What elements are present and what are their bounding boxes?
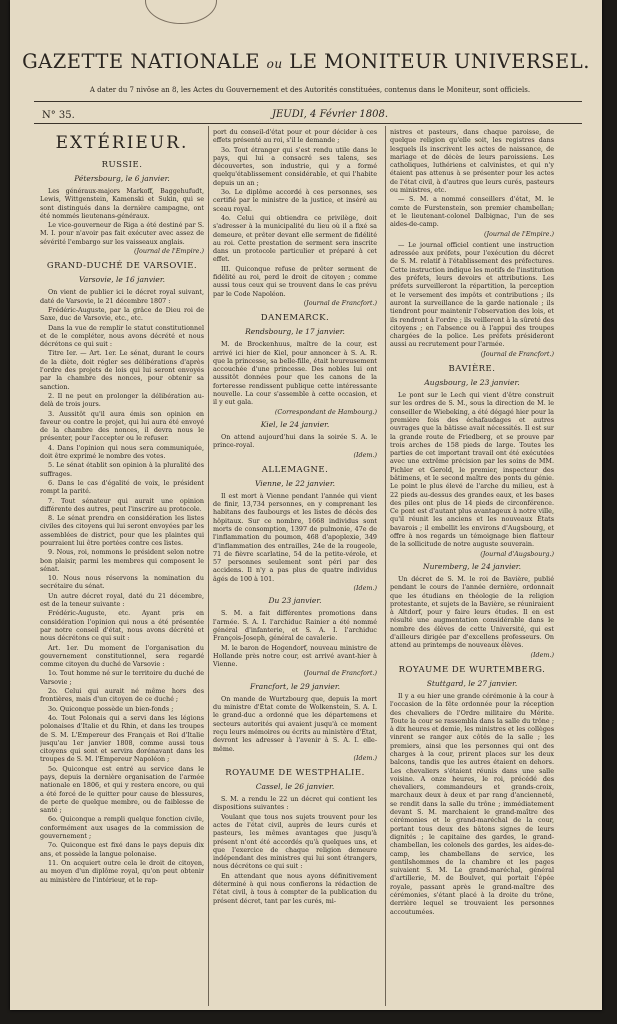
article-paragraph: Les généraux-majors Markoff, Baggehufudt, Lewis, Wittgenstein, Kamenski et Sukin, qui se sont distingués dans la dernière campagne, ont été nommés lieutenans-généraux. — [40, 187, 204, 220]
issue-number: N° 35. — [42, 110, 75, 121]
article-paragraph: 9. Nous, roi, nommons le président selon notre bon plaisir, parmi les membres qui composent le sénat. — [40, 548, 204, 573]
masthead — [10, 50, 602, 73]
article-paragraph: Le pont sur le Lech qui vient d'être construit sur les ordres de S. M., sous la direction de M. le conseiller de Wiebeking, a été dégagé hier pour la première fois des échafaudages et autres ouvrages que la bâtisse avait nécessités. Il est sur la grande route de Friedberg, et se prouve par trois arches de 158 pieds de large. Toutes les parties de cet important travail ont été exécutées avec une extrême précision par les soins de MM. Pichler et Gerold, le premier, inspecteur des bâtimens, et le second maître des ponts du génie. Le point le plus élevé de l'arche du milieu, est à 22 pieds au-dessus des grandes eaux, et les bases des piles ont plus de 14 pieds de circonférence. Ce pont est d'autant plus avantageux à notre ville, qu'il réunit les anciens et les nouveaux États bavarois ; il embellit les environs d'Augsbourg, et offre à nos regards un témoignage bien flatteur de la sollicitude de notre auguste souverain. — [390, 391, 554, 549]
column-divider-2 — [385, 126, 386, 1006]
article-paragraph: 3o. Tout étranger qui s'est rendu utile dans le pays, qui lui a consacré ses talens, ses découvertes, son industrie, qui y a formé quelqu'établissement considérable, et qui l'habite depuis un an ; — [213, 145, 377, 187]
column-divider-1 — [208, 126, 209, 1006]
article-paragraph: 2o. Celui qui aurait né même hors des frontières, mais d'un citoyen de ce duché ; — [40, 687, 204, 704]
article-paragraph: 4. Dans l'opinion qui nous sera communiquée, doit être exprimé le nombre des votes. — [40, 443, 204, 461]
source-credit: (Journal de Francfort.) — [480, 349, 554, 358]
column-3 — [390, 128, 554, 1008]
source-credit: (Idem.) — [353, 450, 377, 459]
article-paragraph: 7o. Quiconque est fixé dans le pays depuis dix ans, et possède la langue polonaise. — [40, 841, 204, 858]
source-credit: (Idem.) — [353, 584, 377, 593]
dateline: Varsovie, le 16 janvier. — [79, 275, 165, 285]
article-paragraph: Frédéric-Auguste, par la grâce de Dieu roi de Saxe, duc de Varsovie, etc., etc. — [40, 305, 204, 323]
newspaper-page — [10, 0, 602, 1010]
article-paragraph: En attendant que nous ayons définitivement déterminé à qui nous confierons la rédaction de l'état civil, à tous à compter de la publication du présent décret, tant par les curés, mi- — [213, 871, 377, 905]
article-paragraph: 10. Nous nous réservons la nomination du secrétaire du sénat. — [40, 574, 204, 591]
article-paragraph: nistres et pasteurs, dans chaque paroisse, de quelque religion qu'elle soit, les registres dans lesquels ils inscrivent les actes de naissance, de mariage et de décès de leurs paroissiens. Les catholiques, luthériens et calvinistes, et qui n'y étaient pas attenus à se présenter pour les actes de l'état civil, à d'autres que leurs curés, pasteurs ou ministres, etc. — [390, 128, 554, 195]
seal-stamp — [145, 0, 217, 24]
article-paragraph: 6. Dans le cas d'égalité de voix, le président rompt la parité. — [40, 478, 204, 496]
section-wurtemberg: ROYAUME DE WURTEMBERG. — [398, 664, 546, 675]
dateline: Stuttgard, le 27 janvier. — [426, 678, 518, 688]
source-credit: (Journal de Francfort.) — [303, 669, 377, 678]
dateline: Augsbourg, le 23 janvier. — [424, 378, 520, 388]
article-paragraph: Dans la vue de remplir le statut constitutionnel et de le compléter, nous avons décrété et nous décrétons ce qui suit : — [40, 323, 204, 349]
article-paragraph: Il y a eu hier une grande cérémonie à la cour à l'occasion de la fête ordonnée pour la réception des chevaliers de l'Ordre militaire du Mérite. Toute la cour se rassembla dans la salle du trône ; à dix heures et demie, les ministres et les collèges vinrent se ranger aux côtés de la salle ; les premiers, ainsi que les personnes qui ont des charges à la cour, prirent places sur les deux balcons, tandis que les autres étaient en dehors. Les chevaliers s'étaient réunis dans une salle voisine. A onze heures, le roi, précédé des chevaliers, commandeurs et grands-croix, marchaux deux à deux et par rang d'ancienneté, se rendit dans la salle du trône ; immédiatement devant S. M. marchaient le grand-maître des cérémonies et le grand-maréchal de la cour, portant tous deux des bâtons signes de leurs dignités ; le capitaine des gardes, le grand-chambellan, les colonels des gardes, les aides-de-camp, les chambellans de service, les gentilshommes de la chambre et les pages suivaient S. M. Le grand-maréchal, général d'artillerie, M. de Boulvet, qui portait l'épée royale, passant après le grand-maître des cérémonies, s'étant placé à la droite du trône, derrière lequel se trouvaient les personnes accoutumées. — [390, 691, 554, 916]
dateline: Rendsbourg, le 17 janvier. — [245, 327, 345, 337]
section-russie: RUSSIE. — [101, 160, 143, 170]
article-paragraph: 5. Le sénat établit son opinion à la pluralité des suffrages. — [40, 461, 204, 478]
article-paragraph: On attend aujourd'hui dans la soirée S. A. le prince-royal. — [213, 432, 377, 450]
column-2 — [213, 128, 377, 1008]
source-credit: (Journal de Francfort.) — [303, 298, 377, 307]
article-paragraph: 2. Il ne peut en prolonger la délibération au-delà de trois jours. — [40, 391, 204, 409]
article-paragraph: On mande de Wurtzbourg que, depuis la mort du ministre d'État comte de Wolkenstein, S. A. I. le grand-duc a ordonné que les départemens et secteurs autorités qui avaient jusqu'à ce moment reçu leurs mémoires ou écrits au ministère d'État, devront les adresser à l'avenir à S. A. I. elle-même. — [213, 694, 377, 753]
section-allemagne: ALLEMAGNE. — [261, 464, 329, 475]
article-paragraph: M. de Brockenhuus, maître de la cour, est arrivé ici hier de Kiel, pour annoncer à S. A. R. que la princesse, sa belle-fille, était heureusement accouchée d'une princesse. Des nobles lui ont aussitôt données pour que les canons de la forteresse rendissent publique cette intéressante nouvelle. La cour s'assemble à cette occasion, et il y eut gala. — [213, 340, 377, 407]
article-paragraph: 7. Tout sénateur qui aurait une opinion différente des autres, peut l'inscrire au protocole. — [40, 496, 204, 513]
section-varsovie: GRAND-DUCHÉ DE VARSOVIE. — [46, 261, 198, 272]
article-paragraph: — Le journal officiel contient une instruction adressée aux préfets, pour l'exécution du décret de S. M. relatif à l'établissement des préfectures. Cette instruction indique les motifs de l'institution des préfets, leurs devoirs et attributions. Les préfets surveilleront la répartition, la perception et le versement des impôts et contributions ; ils auront la surveillance de la garde nationale ; ils tiendront pour maintenir l'observation des lois, et ils rendront à l'ordre ; ils veilleront à la sûreté des citoyens ; en l'absence ou à l'appui des troupes chargées de la police. Les préfets présideront aussi au recrutement pour l'armée. — [390, 240, 554, 349]
article-paragraph: On vient de publier ici le décret royal suivant, daté de Varsovie, le 21 décembre 1807 : — [40, 288, 204, 305]
article-paragraph: M. le baron de Hogendorf, nouveau ministre de Hollande près notre cour, est arrivé avant-hier à Vienne. — [213, 643, 377, 669]
article-paragraph: Art. 1er. Du moment de l'organisation du gouvernement constitutionnel, sera regardé comme citoyen du duché de Varsovie : — [40, 643, 204, 669]
article-paragraph: 6o. Quiconque a rempli quelque fonction civile, conformément aux usages de la commission de gouvernement ; — [40, 815, 204, 841]
article-paragraph: 3o. Quiconque possède un bien-fonds ; — [48, 704, 174, 713]
section-title-exterieur: EXTÉRIEUR. — [55, 133, 189, 153]
article-paragraph: 3o. Le diplôme accordé à ces personnes, ses certifié par le ministre de la justice, et inséré au sceau royal. — [213, 188, 377, 213]
article-paragraph: Il est mort à Vienne pendant l'année qui vient de finir, 13,734 personnes, en y comprenant les habitans des faubourgs et les listes de décès des hôpitaux. Sur ce nombre, 1668 individus sont morts de consomption, 1397 de pulmonie, 47e de l'inflammation du poumon, 468 d'apoplexie, 349 d'inflammation des entrailles, 24e de la rougeole, 71 de fièvre scarlatine, 54 de la petite-vérole, et 57 personnes seulement sont péri par des accidens. Il n'y a pas plus de quatre individus âgés de 100 à 101. — [213, 491, 377, 583]
article-paragraph: Titre Ier. — Art. 1er. Le sénat, durant le cours de la diète, doit régler ses délibérations d'après l'ordre des projets de lois qui lui seront envoyés par la chambre des nonces, pour obtenir sa sanction. — [40, 349, 204, 391]
article-paragraph: III. Quiconque refuse de prêter serment de fidélité au roi, perd le droit de citoyen ; comme aussi tous ceux qui se trouvent dans le cas prévu par le Code Napoléon. — [213, 264, 377, 298]
masthead-title-part2: LE MONITEUR UNIVERSEL. — [289, 50, 590, 73]
article-paragraph: 4o. Celui qui obtiendra ce privilège, doit s'adresser à la municipalité du lieu où il a fixé sa demeure, et prêter devant elle serment de fidélité au roi. Cette prestation de serment sera inscrite dans un protocole particulier et préparé à cet effet. — [213, 213, 377, 264]
article-paragraph: 4o. Tout Polonais qui a servi dans les légions polonaises d'Italie et du Rhin, et dans les troupes de S. M. L'Empereur des Français et Roi d'Italie jusqu'au 1er janvier 1808, comme aussi tous citoyens qui sont et servira dorénavant dans les troupes de S. M. l'Empereur Napoléon ; — [40, 713, 204, 764]
masthead-subtitle: A dater du 7 nivôse an 8, les Actes du Gouvernement et des Autorités constituées, contenus dans le Moniteur, sont officiels. — [89, 86, 531, 94]
article-paragraph: port du conseil-d'état pour et pour décider à ces effets présenté au roi, s'il le demande ; — [213, 128, 377, 145]
source-credit: (Journal de l'Empire.) — [133, 247, 204, 256]
article-paragraph: 1o. Tout homme né sur le territoire du duché de Varsovie ; — [40, 669, 204, 686]
article-paragraph: 5o. Quiconque est entré au service dans le pays, depuis la dernière organisation de l'armée nationale en 1806, et qui y restera encore, ou qui a été forcé de le quitter pour cause de blessures, de perte de quelque membre, ou de faiblesse de santé ; — [40, 764, 204, 815]
section-westphalie: ROYAUME DE WESTPHALIE. — [225, 768, 365, 779]
dateline: Pétersbourg, le 6 janvier. — [74, 174, 170, 183]
article-paragraph: 8. Le sénat prendra en considération les listes civiles des citoyens qui lui seront envoyées par les assemblées de district, pour que les plaintes qui pourraient lui être portées contre ces listes. — [40, 514, 204, 547]
dateline: Vienne, le 22 janvier. — [255, 478, 335, 488]
masthead-ou: ou — [266, 57, 283, 71]
section-danemarck: DANEMARCK. — [260, 313, 330, 324]
source-credit: (Journal d'Augsbourg.) — [480, 549, 554, 558]
column-1 — [40, 128, 204, 1008]
top-rule — [34, 101, 582, 102]
header-rule — [34, 123, 582, 124]
article-paragraph: Frédéric-Auguste, etc. Ayant pris en considération l'opinion qui nous a été présentée par notre conseil d'état, nous avons décrété et nous décrétons ce qui suit : — [40, 609, 204, 643]
article-paragraph: Le vice-gouverneur de Riga a été destiné par S. M. I. pour n'avoir pas fait exécuter avec assez de sévérité l'embargo sur les vaisseaux anglais. — [40, 221, 204, 246]
dateline: Nuremberg, le 24 janvier. — [423, 561, 521, 571]
issue-date: JEUDI, 4 Février 1808. — [271, 109, 389, 120]
article-paragraph: S. M. a rendu le 22 un décret qui contient les dispositions suivantes : — [213, 795, 377, 812]
section-baviere: BAVIÈRE. — [448, 364, 496, 375]
article-paragraph: 11. On acquiert outre cela le droit de citoyen, au moyen d'un diplôme royal, qu'on peut obtenir au ministère de l'intérieur, et le rap- — [40, 858, 204, 884]
article-paragraph: Un autre décret royal, daté du 21 décembre, est de la teneur suivante : — [40, 591, 204, 609]
dateline: Du 23 janvier. — [268, 596, 322, 606]
article-paragraph: — S. M. a nommé conseillers d'état, M. le comte de Furstenstein, son premier chambellan; et le lieutenant-colonel Dalbignac, l'un de ses aides-de-camp. — [390, 195, 554, 229]
article-paragraph: S. M. a fait différentes promotions dans l'armée. S. A. I. l'archiduc Rainier a été nommé général d'infanterie, et S. A. I. l'archiduc François-Joseph, général de cavalerie. — [213, 609, 377, 643]
article-paragraph: Voulant que tous nos sujets trouvent pour les actes de l'état civil, auprès de leurs curés et pasteurs, les mêmes avantages que jusqu'à présent n'ont été accordés qu'à quelques uns, et que l'exercice de chaque religion demeure indépendant des ministres qui lui sont étrangers, nous décrétons ce qui suit : — [213, 812, 377, 871]
source-credit: (Idem.) — [530, 650, 554, 659]
dateline: Francfort, le 29 janvier. — [250, 681, 340, 691]
source-credit: (Correspondant de Hambourg.) — [274, 407, 377, 416]
dateline: Kiel, le 24 janvier. — [260, 419, 330, 429]
source-credit: (Journal de l'Empire.) — [483, 229, 554, 238]
article-paragraph: Un décret de S. M. le roi de Bavière, publié pendant le cours de l'année dernière, ordonnait que les étudians en théologie de la religion protestante, et sujets de la Bavière, se réuniraient à Altdorf, pour y faire leurs études. Il en est résulté une augmentation considérable dans le nombre des élèves de cette Université, qui est d'ailleurs dirigée par d'excellens professeurs. On attend au printemps de nouveaux élèves. — [390, 574, 554, 650]
source-credit: (Idem.) — [353, 753, 377, 762]
dateline: Cassel, le 26 janvier. — [255, 782, 335, 792]
masthead-title-part1: GAZETTE NATIONALE — [22, 50, 260, 73]
article-paragraph: 3. Aussitôt qu'il aura émis son opinion en faveur ou contre le projet, qui lui aura été envoyé de la chambre des nonces, il devra nous le présenter, pour l'accepter ou le refuser. — [40, 409, 204, 443]
